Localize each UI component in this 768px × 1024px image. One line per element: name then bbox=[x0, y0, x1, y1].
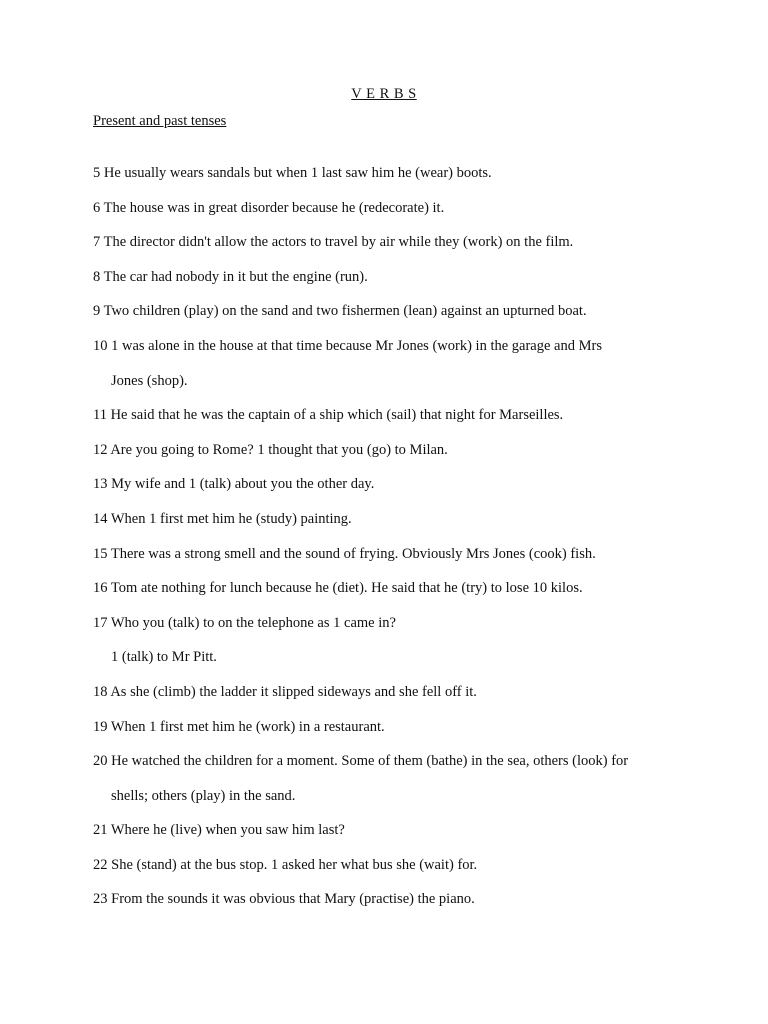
exercise-item bbox=[93, 165, 713, 200]
section-heading: Present and past tenses bbox=[93, 113, 227, 129]
exercise-text: 13 My wife and 1 (talk) about you the other day. bbox=[93, 476, 375, 493]
exercise-text: 14 When 1 first met him he (study) painting. bbox=[93, 510, 352, 527]
exercise-continuation: 1 (talk) to Mr Pitt. bbox=[111, 649, 217, 666]
exercise-text: 9 Two children (play) on the sand and two fishermen (lean) against an upturned boat. bbox=[93, 303, 587, 320]
exercise-item bbox=[93, 891, 713, 926]
exercise-text: 21 Where he (live) when you saw him last? bbox=[93, 822, 345, 839]
exercise-text: 20 He watched the children for a moment. Some of them (bathe) in the sea, others (look) for bbox=[93, 753, 629, 770]
exercise-text: 17 Who you (talk) to on the telephone as 1 came in? bbox=[93, 614, 396, 631]
exercise-item bbox=[93, 407, 713, 442]
exercise-text: 10 1 was alone in the house at that time because Mr Jones (work) in the garage and Mrs bbox=[93, 337, 602, 354]
exercise-item bbox=[93, 615, 713, 684]
exercise-text: 8 The car had nobody in it but the engine (run). bbox=[93, 268, 368, 285]
exercise-item bbox=[93, 303, 713, 338]
exercise-text: 22 She (stand) at the bus stop. 1 asked her what bus she (wait) for. bbox=[93, 856, 478, 873]
exercise-text: 15 There was a strong smell and the sound of frying. Obviously Mrs Jones (cook) fish. bbox=[93, 545, 596, 562]
exercise-text: 23 From the sounds it was obvious that Mary (practise) the piano. bbox=[93, 891, 475, 908]
exercise-item bbox=[93, 476, 713, 511]
exercise-item bbox=[93, 684, 713, 719]
exercise-text: 18 As she (climb) the ladder it slipped sideways and she fell off it. bbox=[93, 683, 477, 700]
exercise-list bbox=[93, 165, 713, 926]
exercise-text: 7 The director didn't allow the actors to travel by air while they (work) on the film. bbox=[93, 234, 574, 251]
exercise-item bbox=[93, 234, 713, 269]
exercise-item bbox=[93, 511, 713, 546]
exercise-text: 11 He said that he was the captain of a ship which (sail) that night for Marseilles. bbox=[93, 407, 564, 424]
exercise-text: 19 When 1 first met him he (work) in a restaurant. bbox=[93, 718, 385, 735]
exercise-item bbox=[93, 753, 713, 822]
exercise-item bbox=[93, 719, 713, 754]
exercise-continuation: shells; others (play) in the sand. bbox=[111, 787, 296, 804]
exercise-item bbox=[93, 822, 713, 857]
exercise-item bbox=[93, 200, 713, 235]
exercise-text: 16 Tom ate nothing for lunch because he (diet). He said that he (try) to lose 10 kilos. bbox=[93, 580, 583, 597]
exercise-text: 12 Are you going to Rome? 1 thought that you (go) to Milan. bbox=[93, 441, 448, 458]
exercise-item bbox=[93, 580, 713, 615]
exercise-item bbox=[93, 442, 713, 477]
exercise-item bbox=[93, 546, 713, 581]
exercise-item bbox=[93, 269, 713, 304]
exercise-text: 5 He usually wears sandals but when 1 last saw him he (wear) boots. bbox=[93, 165, 492, 181]
exercise-text: 6 The house was in great disorder because he (redecorate) it. bbox=[93, 199, 445, 216]
exercise-item bbox=[93, 857, 713, 892]
page-title: V E R B S bbox=[351, 86, 417, 102]
exercise-item bbox=[93, 338, 713, 407]
exercise-continuation: Jones (shop). bbox=[111, 372, 188, 389]
